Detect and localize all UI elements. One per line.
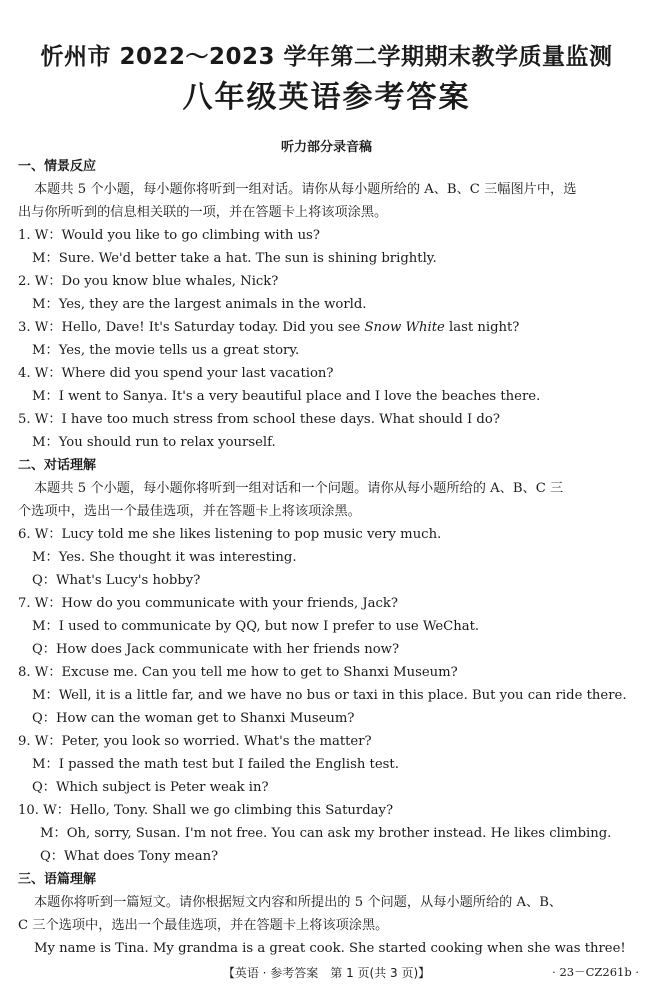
movie-title: Snow White (364, 320, 445, 335)
dialogue-line: M：You should run to relax yourself. (32, 435, 276, 450)
section-heading-3: 三、语篇理解 (18, 872, 97, 887)
instruction-text: 出与你所听到的信息相关联的一项，并在答题卡上将该项涂黑。 (18, 205, 388, 220)
question-line: Q：What does Tony mean? (40, 849, 219, 864)
dialogue-line: 8. W：Excuse me. Can you tell me how to get to Shanxi Museum? (18, 665, 458, 680)
answer-key-title: 八年级英语参考答案 (182, 80, 471, 115)
dialogue-line: 2. W：Do you know blue whales, Nick? (18, 274, 279, 289)
question-line: Q：How does Jack communicate with her friends now? (32, 642, 400, 657)
footer-code: · 23－CZ261b · (552, 965, 639, 979)
question-line: Q：What's Lucy's hobby? (32, 573, 201, 588)
dialogue-line: 10. W：Hello, Tony. Shall we go climbing this Saturday? (18, 803, 394, 818)
footer-page-info: 【英语 · 参考答案 第 1 页(共 3 页)】 (222, 966, 431, 980)
dialogue-line: M：I used to communicate by QQ, but now I prefer to use WeChat. (32, 619, 480, 634)
instruction-text: 个选项中，选出一个最佳选项，并在答题卡上将该项涂黑。 (18, 504, 361, 519)
instruction-text: 本题共 5 个小题，每小题你将听到一组对话。请你从每小题所给的 A、B、C 三幅图片中，选 (34, 182, 577, 197)
question-line: Q：Which subject is Peter weak in? (32, 780, 269, 795)
section-heading-2: 二、对话理解 (18, 458, 97, 473)
dialogue-line: 4. W：Where did you spend your last vacation? (18, 366, 334, 381)
dialogue-line: M：I went to Sanya. It's a very beautiful place and I love the beaches there. (32, 389, 541, 404)
dialogue-line: 5. W：I have too much stress from school these days. What should I do? (18, 412, 500, 427)
dialogue-line: M：Well, it is a little far, and we have no bus or taxi in this place. But you can ride there. (32, 688, 627, 703)
section-heading-1: 一、情景反应 (18, 159, 97, 174)
exam-title: 忻州市 2022～2023 学年第二学期期末教学质量监测 (40, 44, 613, 70)
dialogue-text: last night? (444, 320, 520, 335)
dialogue-line: 9. W：Peter, you look so worried. What's the matter? (18, 734, 372, 749)
question-line: Q：How can the woman get to Shanxi Museum? (32, 711, 355, 726)
dialogue-line (18, 316, 638, 339)
dialogue-line: M：Yes, they are the largest animals in the world. (32, 297, 367, 312)
dialogue-line: M：I passed the math test but I failed the English test. (32, 757, 399, 772)
instruction-text: 本题共 5 个小题，每小题你将听到一组对话和一个问题。请你从每小题所给的 A、B、C 三 (34, 481, 564, 496)
listening-script-heading: 听力部分录音稿 (280, 140, 372, 155)
dialogue-line: 6. W：Lucy told me she likes listening to pop music very much. (18, 527, 442, 542)
instruction-text: 本题你将听到一篇短文。请你根据短文内容和所提出的 5 个问题，从每小题所给的 A、B、 (34, 895, 563, 910)
page-footer (0, 962, 653, 982)
dialogue-text: 3. W：Hello, Dave! It's Saturday today. Did you see (18, 320, 365, 335)
dialogue-line: 1. W：Would you like to go climbing with us? (18, 228, 320, 243)
dialogue-line: M：Sure. We'd better take a hat. The sun is shining brightly. (32, 251, 437, 266)
instruction-text: C 三个选项中，选出一个最佳选项，并在答题卡上将该项涂黑。 (18, 918, 389, 933)
dialogue-line: M：Yes. She thought it was interesting. (32, 550, 297, 565)
passage-text: My name is Tina. My grandma is a great cook. She started cooking when she was three! (34, 941, 626, 956)
dialogue-line: M：Yes, the movie tells us a great story. (32, 343, 300, 358)
dialogue-line: M：Oh, sorry, Susan. I'm not free. You can ask my brother instead. He likes climbing. (40, 826, 612, 841)
dialogue-line: 7. W：How do you communicate with your friends, Jack? (18, 596, 398, 611)
listening-script (18, 155, 638, 960)
